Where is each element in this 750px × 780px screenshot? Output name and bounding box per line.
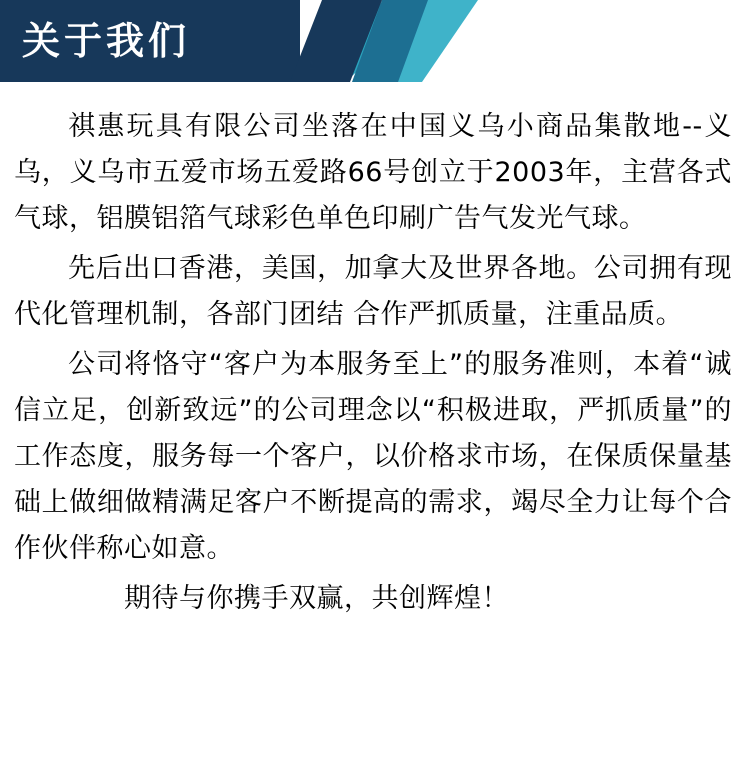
paragraph-4: 期待与你携手双赢，共创辉煌！ bbox=[124, 583, 509, 614]
about-content bbox=[0, 82, 750, 622]
page-title: 关于我们 bbox=[22, 19, 191, 63]
paragraph-1: 祺惠玩具有限公司坐落在中国义乌小商品集散地--义乌，义乌市五爱市场五爱路66号创立于2003年，主营各式气球，铝膜铝箔气球彩色单色印刷广告气发光气球。 bbox=[14, 111, 732, 234]
paragraph-3: 公司将恪守“客户为本服务至上”的服务准则，本着“诚信立足，创新致远”的公司理念以“积极进取，严抓质量”的工作态度，服务每一个客户，以价格求市场，在保质保量基础上做细做精满足客户不断提高的需求，竭尽全力让每个合作伙伴称心如意。 bbox=[14, 349, 732, 564]
paragraph-2: 先后出口香港，美国，加拿大及世界各地。公司拥有现代化管理机制，各部门团结 合作严抓质量，注重品质。 bbox=[14, 253, 732, 330]
page-banner bbox=[0, 0, 750, 82]
